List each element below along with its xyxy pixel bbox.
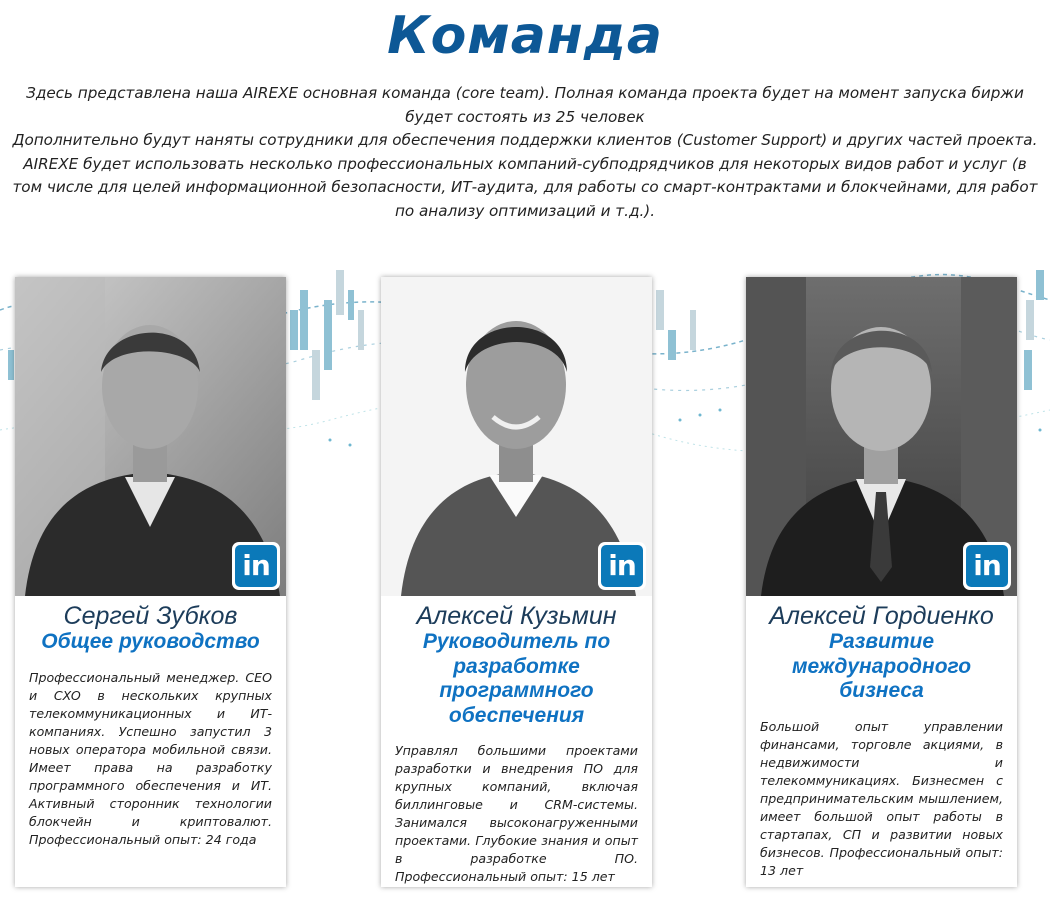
intro-text: [10, 82, 1040, 223]
team-card-zubkov: [15, 277, 286, 887]
linkedin-button[interactable]: [232, 542, 280, 590]
team-photo: [381, 277, 652, 596]
member-role: Общее руководство: [41, 630, 260, 653]
team-photo: [746, 277, 1017, 596]
team-card-kuzmin: [381, 277, 652, 887]
member-name: Сергей Зубков: [63, 602, 238, 630]
member-name: Алексей Кузьмин: [416, 602, 617, 630]
linkedin-icon: in: [601, 545, 643, 587]
member-bio: Управлял большими проектами разработки и внедрения ПО для крупных компаний, включая биллинговые и CRM-системы. Занимался высоконагруженными проектами. Глубокие знания и опыт в разработке ПО. Профессиональный опыт: 15 лет: [395, 743, 638, 884]
linkedin-button[interactable]: [598, 542, 646, 590]
intro-paragraph-2: Дополнительно будут наняты сотрудники для обеспечения поддержки клиентов (Customer Support) и других частей проекта.: [12, 131, 1038, 149]
member-bio: Профессиональный менеджер. CEO и CXO в нескольких крупных телекоммуникационных и ИТ-компаниях. Успешно запустил 3 новых оператора мобильной связи. Имеет права на разработку программного обеспечения и ИТ. Активный сторонник технологии блокчейн и криптовалют. Профессиональный опыт: 24 года: [29, 669, 272, 847]
team-card-gordienko: [746, 277, 1017, 887]
member-role: Руководитель по разработке программного обеспечения: [422, 630, 611, 727]
page-title: Команда: [387, 6, 663, 66]
intro-paragraph-3: AIREXE будет использовать несколько профессиональных компаний-субподрядчиков для некоторых видов работ и услуг (в том числе для целей информационной безопасности, ИТ-аудита, для работы со смарт-контрактами и блокчейнами, для работ по анализу оптимизаций и т.д.).: [12, 154, 1038, 220]
team-photo: [15, 277, 286, 596]
linkedin-icon: in: [235, 545, 277, 587]
member-name: Алексей Гордиенко: [769, 602, 994, 630]
linkedin-button[interactable]: [963, 542, 1011, 590]
linkedin-icon: in: [966, 545, 1008, 587]
member-role: Развитие международного бизнеса: [791, 630, 972, 702]
member-bio: Большой опыт управлении финансами, торговле акциями, в недвижимости и телекоммуникациях. Бизнесмен с предпринимательским мышлением, имеет большой опыт работы в стартапах, СП и развитии новых бизнесов. Профессиональный опыт: 13 лет: [760, 718, 1003, 878]
intro-paragraph-1: Здесь представлена наша AIREXE основная команда (core team). Полная команда проекта будет на момент запуска биржи будет состоять из 25 человек: [26, 84, 1024, 126]
